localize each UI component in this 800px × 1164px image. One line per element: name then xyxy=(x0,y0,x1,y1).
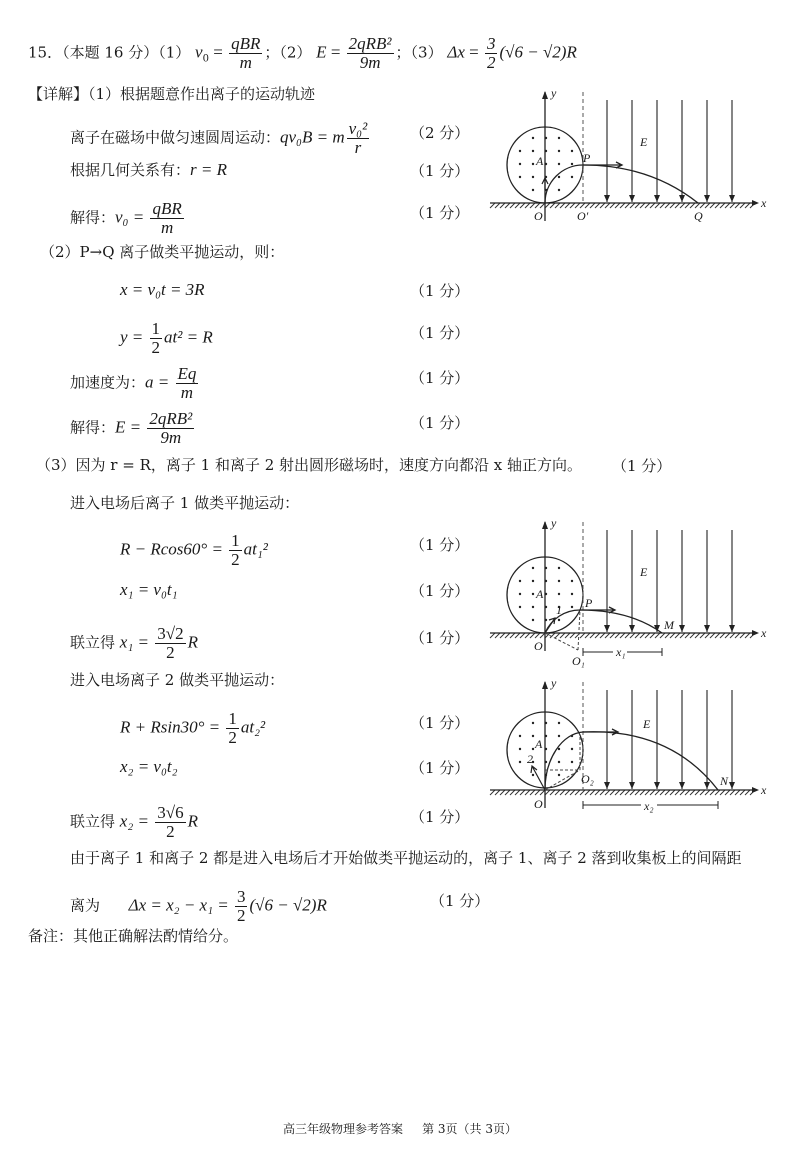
field-arrow-icon xyxy=(679,625,685,632)
part-label: ；（2） xyxy=(264,43,312,62)
formula: x₁ = v₀t₁ xyxy=(120,580,178,599)
numerator: v₀² xyxy=(348,119,368,138)
fraction xyxy=(176,365,199,402)
field-dot xyxy=(571,761,573,763)
y-axis-arrow-icon xyxy=(542,681,548,689)
arc-path xyxy=(545,610,580,633)
field-dot xyxy=(545,735,547,737)
point-o1-label: O₁ xyxy=(572,654,585,668)
field-dot xyxy=(571,593,573,595)
formula: v xyxy=(195,42,203,62)
formula: r = R xyxy=(190,160,227,179)
score: （1 分） xyxy=(410,714,470,732)
field-dot xyxy=(532,567,534,569)
formula: x = v₀t = 3R xyxy=(120,280,205,299)
numerator: 1 xyxy=(231,531,240,550)
part-label: ；（3） xyxy=(395,43,443,62)
ground-hatching xyxy=(490,203,755,208)
formula: = xyxy=(208,42,228,62)
page-number: 第 3页（共 3页） xyxy=(422,1122,517,1136)
fraction xyxy=(155,804,185,841)
formula: R xyxy=(187,632,198,652)
y-axis-arrow-icon xyxy=(542,91,548,99)
point-o-prime-label: O′ xyxy=(577,209,589,223)
denominator: 9m xyxy=(359,53,381,72)
field-dot xyxy=(545,593,547,595)
field-arrow-icon xyxy=(629,195,635,202)
fraction xyxy=(347,35,394,72)
field-arrow-icon xyxy=(604,782,610,789)
field-arrow-icon xyxy=(704,782,710,789)
numerator: 3√6 xyxy=(157,803,184,822)
field-dot xyxy=(545,567,547,569)
formula: Δx xyxy=(447,42,465,62)
arc-path xyxy=(545,732,583,790)
formula: R xyxy=(187,811,198,831)
field-label: E xyxy=(640,565,648,579)
formula: E xyxy=(316,42,327,62)
x-axis-label: x xyxy=(761,196,767,210)
field-arrow-icon xyxy=(704,625,710,632)
score: （1 分） xyxy=(410,162,470,180)
formula: x₁ = xyxy=(119,632,154,652)
denominator: 2 xyxy=(151,338,161,357)
point-o2-label: O₂ xyxy=(581,772,594,786)
parabola-path xyxy=(580,610,662,633)
denominator: 9m xyxy=(160,428,182,447)
field-dot xyxy=(545,722,547,724)
x-axis-arrow-icon xyxy=(752,630,759,636)
score: （1 分） xyxy=(410,369,470,387)
origin-label: O xyxy=(534,209,543,223)
field-dot xyxy=(558,567,560,569)
formula: 0 xyxy=(202,53,209,65)
fraction xyxy=(147,410,194,447)
field-dot xyxy=(558,735,560,737)
field-arrow-icon xyxy=(679,782,685,789)
field-dot xyxy=(532,176,534,178)
field-dot xyxy=(519,761,521,763)
field-dot xyxy=(558,189,560,191)
field-dot xyxy=(532,137,534,139)
ion2-title: 进入电场离子 2 做类平抛运动： xyxy=(70,671,285,689)
field-dot xyxy=(558,774,560,776)
figure-1-trajectory xyxy=(480,80,780,230)
x-axis-arrow-icon xyxy=(752,787,759,793)
formula: at₁² xyxy=(243,539,268,559)
fraction xyxy=(150,200,183,237)
question-number: 15． xyxy=(28,43,63,62)
point-q-label: Q xyxy=(694,209,703,223)
denominator: m xyxy=(160,218,174,237)
field-dot xyxy=(558,137,560,139)
part3-title: （3）因为 r = R，离子 1 和离子 2 射出圆形磁场时，速度方向都沿 x 轴正方向。 xyxy=(36,456,583,474)
line-1 xyxy=(70,120,371,157)
score: （1 分） xyxy=(410,282,470,300)
page-footer xyxy=(0,1120,800,1137)
x-axis-label: x xyxy=(761,626,767,640)
score: （1 分） xyxy=(410,204,470,222)
field-dot xyxy=(532,735,534,737)
field-dot xyxy=(558,593,560,595)
y-axis-label: y xyxy=(551,86,557,100)
numerator: Eq xyxy=(177,364,197,383)
fraction xyxy=(235,888,248,925)
text: 解得： xyxy=(70,208,116,227)
origin-label: O xyxy=(534,797,543,811)
field-dot xyxy=(519,176,521,178)
field-dot xyxy=(558,580,560,582)
x2-label: x₂ xyxy=(644,799,654,813)
field-arrow-icon xyxy=(629,782,635,789)
field-arrow-icon xyxy=(629,625,635,632)
part-label: （1） xyxy=(158,43,191,62)
field-dot xyxy=(532,580,534,582)
radius-dashed xyxy=(545,610,580,650)
field-dot xyxy=(519,593,521,595)
score: （1 分） xyxy=(410,324,470,342)
field-dot xyxy=(519,606,521,608)
field-dot xyxy=(519,150,521,152)
center-label: A xyxy=(535,737,543,751)
denominator: m xyxy=(239,53,252,72)
x-axis-label: x xyxy=(761,783,767,797)
y-axis-arrow-icon xyxy=(542,521,548,529)
score: （1 分） xyxy=(410,759,470,777)
figure-3-ion2 xyxy=(480,670,780,820)
field-dot xyxy=(532,606,534,608)
score: （1 分） xyxy=(410,808,470,826)
denominator: 2 xyxy=(236,906,246,925)
field-dot xyxy=(558,619,560,621)
ion-label: 2 xyxy=(527,752,533,766)
formula: x₂ = v₀t₂ xyxy=(120,757,178,776)
formula: Δx = x₂ − x₁ = xyxy=(128,895,233,915)
x-axis-arrow-icon xyxy=(752,200,759,206)
fraction xyxy=(229,35,262,72)
formula: at² = R xyxy=(164,327,213,347)
field-label: E xyxy=(643,717,651,731)
ion-label: 1 xyxy=(556,603,562,617)
score: （1 分） xyxy=(410,536,470,554)
field-dot xyxy=(532,619,534,621)
field-dot xyxy=(532,722,534,724)
field-arrow-icon xyxy=(679,195,685,202)
field-arrow-icon xyxy=(654,195,660,202)
point-p-label: P xyxy=(583,151,591,165)
ion1-title: 进入电场后离子 1 做类平抛运动： xyxy=(70,494,300,512)
ground-hatching xyxy=(490,633,755,638)
center-label: A xyxy=(536,154,544,168)
field-dot xyxy=(532,593,534,595)
denominator: r xyxy=(354,138,362,157)
center-label: A xyxy=(536,587,544,601)
score: （2 分） xyxy=(410,124,470,142)
x1-label: x₁ xyxy=(616,645,626,659)
formula: (√6 − √2)R xyxy=(249,895,327,915)
field-dot xyxy=(532,150,534,152)
denominator: 2 xyxy=(166,643,175,662)
denominator: 2 xyxy=(228,728,237,747)
formula: R − Rcos60° = xyxy=(120,539,228,559)
origin-label: O xyxy=(534,639,543,653)
field-dot xyxy=(532,163,534,165)
text: 离为 xyxy=(70,896,101,915)
field-dot xyxy=(571,580,573,582)
text: 根据几何关系有： xyxy=(70,161,191,179)
text: 离子在磁场中做匀速圆周运动： xyxy=(70,128,281,147)
field-dot xyxy=(545,150,547,152)
answer-summary xyxy=(28,35,577,72)
question-points: （本题 16 分） xyxy=(62,43,159,62)
field-dot xyxy=(571,150,573,152)
field-dot xyxy=(545,606,547,608)
y-axis-label: y xyxy=(551,516,557,530)
conclusion: 由于离子 1 和离子 2 都是进入电场后才开始做类平抛运动的，离子 1、离子 2 落到收集板上的间隔距 xyxy=(70,849,742,867)
field-arrow-icon xyxy=(654,782,660,789)
formula: R + Rsin30° = xyxy=(120,717,225,737)
field-dot xyxy=(558,163,560,165)
field-dot xyxy=(558,722,560,724)
score: （1 分） xyxy=(612,457,672,475)
numerator: qBR xyxy=(231,34,261,53)
field-dot xyxy=(558,150,560,152)
denominator: 2 xyxy=(486,53,496,72)
numerator: 1 xyxy=(228,709,237,728)
field-dot xyxy=(519,580,521,582)
numerator: 3√2 xyxy=(157,624,184,643)
formula: E = xyxy=(115,417,146,437)
score: （1 分） xyxy=(410,414,470,432)
field-dot xyxy=(519,735,521,737)
field-dot xyxy=(571,163,573,165)
numerator: 2qRB² xyxy=(348,34,392,53)
formula: (√6 − √2)R xyxy=(499,42,577,62)
text: 联立得 xyxy=(70,633,116,652)
ground-hatching xyxy=(490,790,755,795)
figure-2-ion1 xyxy=(480,510,780,670)
numerator: 3 xyxy=(486,34,496,53)
point-m-label: M xyxy=(664,618,674,632)
numerator: qBR xyxy=(152,199,182,218)
field-dot xyxy=(571,748,573,750)
field-arrow-icon xyxy=(604,625,610,632)
footer-subject: 高三年级物理参考答案 xyxy=(283,1122,404,1136)
formula: v₀ = xyxy=(115,207,149,227)
field-dot xyxy=(558,761,560,763)
field-dot xyxy=(558,748,560,750)
numerator: 2qRB² xyxy=(149,409,193,428)
fraction xyxy=(347,120,370,157)
denominator: 2 xyxy=(231,550,240,569)
text: 联立得 xyxy=(70,812,116,831)
field-arrow-icon xyxy=(604,195,610,202)
field-dot xyxy=(571,176,573,178)
formula: = xyxy=(464,42,483,62)
field-dot xyxy=(545,137,547,139)
part2-title: （2）P→Q 离子做类平抛运动，则： xyxy=(40,243,285,261)
field-dot xyxy=(545,163,547,165)
field-dot xyxy=(545,761,547,763)
formula: x₂ = xyxy=(119,811,154,831)
field-dot xyxy=(519,748,521,750)
fraction xyxy=(155,625,185,662)
field-dot xyxy=(558,176,560,178)
formula: = xyxy=(326,42,345,62)
score: （1 分） xyxy=(430,892,490,910)
detail-title: 【详解】（1）根据题意作出离子的运动轨迹 xyxy=(28,85,316,103)
field-dot xyxy=(571,606,573,608)
field-dot xyxy=(545,580,547,582)
formula: qv₀B = m xyxy=(280,127,345,147)
field-dot xyxy=(532,774,534,776)
field-label: E xyxy=(640,135,648,149)
field-arrow-icon xyxy=(729,625,735,632)
score: （1 分） xyxy=(410,629,470,647)
note: 备注：其他正确解法酌情给分。 xyxy=(28,927,239,945)
formula: at₂² xyxy=(240,717,266,737)
formula: y = xyxy=(120,327,148,347)
fraction xyxy=(485,35,498,72)
formula: a = xyxy=(145,372,174,392)
parabola-path xyxy=(583,732,718,790)
score: （1 分） xyxy=(410,582,470,600)
initial-velocity-arrow xyxy=(542,178,548,190)
field-dot xyxy=(532,748,534,750)
fraction xyxy=(229,532,242,569)
velocity-arrow xyxy=(583,729,618,735)
point-p-label: P xyxy=(585,596,593,610)
field-arrow-icon xyxy=(729,782,735,789)
numerator: 1 xyxy=(151,319,161,338)
field-dot xyxy=(545,619,547,621)
y-axis-label: y xyxy=(551,676,557,690)
text: 加速度为： xyxy=(70,373,146,392)
numerator: 3 xyxy=(236,887,246,906)
text: 解得： xyxy=(70,418,116,437)
point-n-label: N xyxy=(720,774,729,788)
field-arrow-icon xyxy=(729,195,735,202)
fraction xyxy=(226,710,239,747)
field-arrow-icon xyxy=(704,195,710,202)
field-dot xyxy=(545,748,547,750)
denominator: 2 xyxy=(166,822,175,841)
field-dot xyxy=(532,189,534,191)
fraction xyxy=(150,320,163,357)
field-dot xyxy=(519,163,521,165)
denominator: m xyxy=(180,383,194,402)
